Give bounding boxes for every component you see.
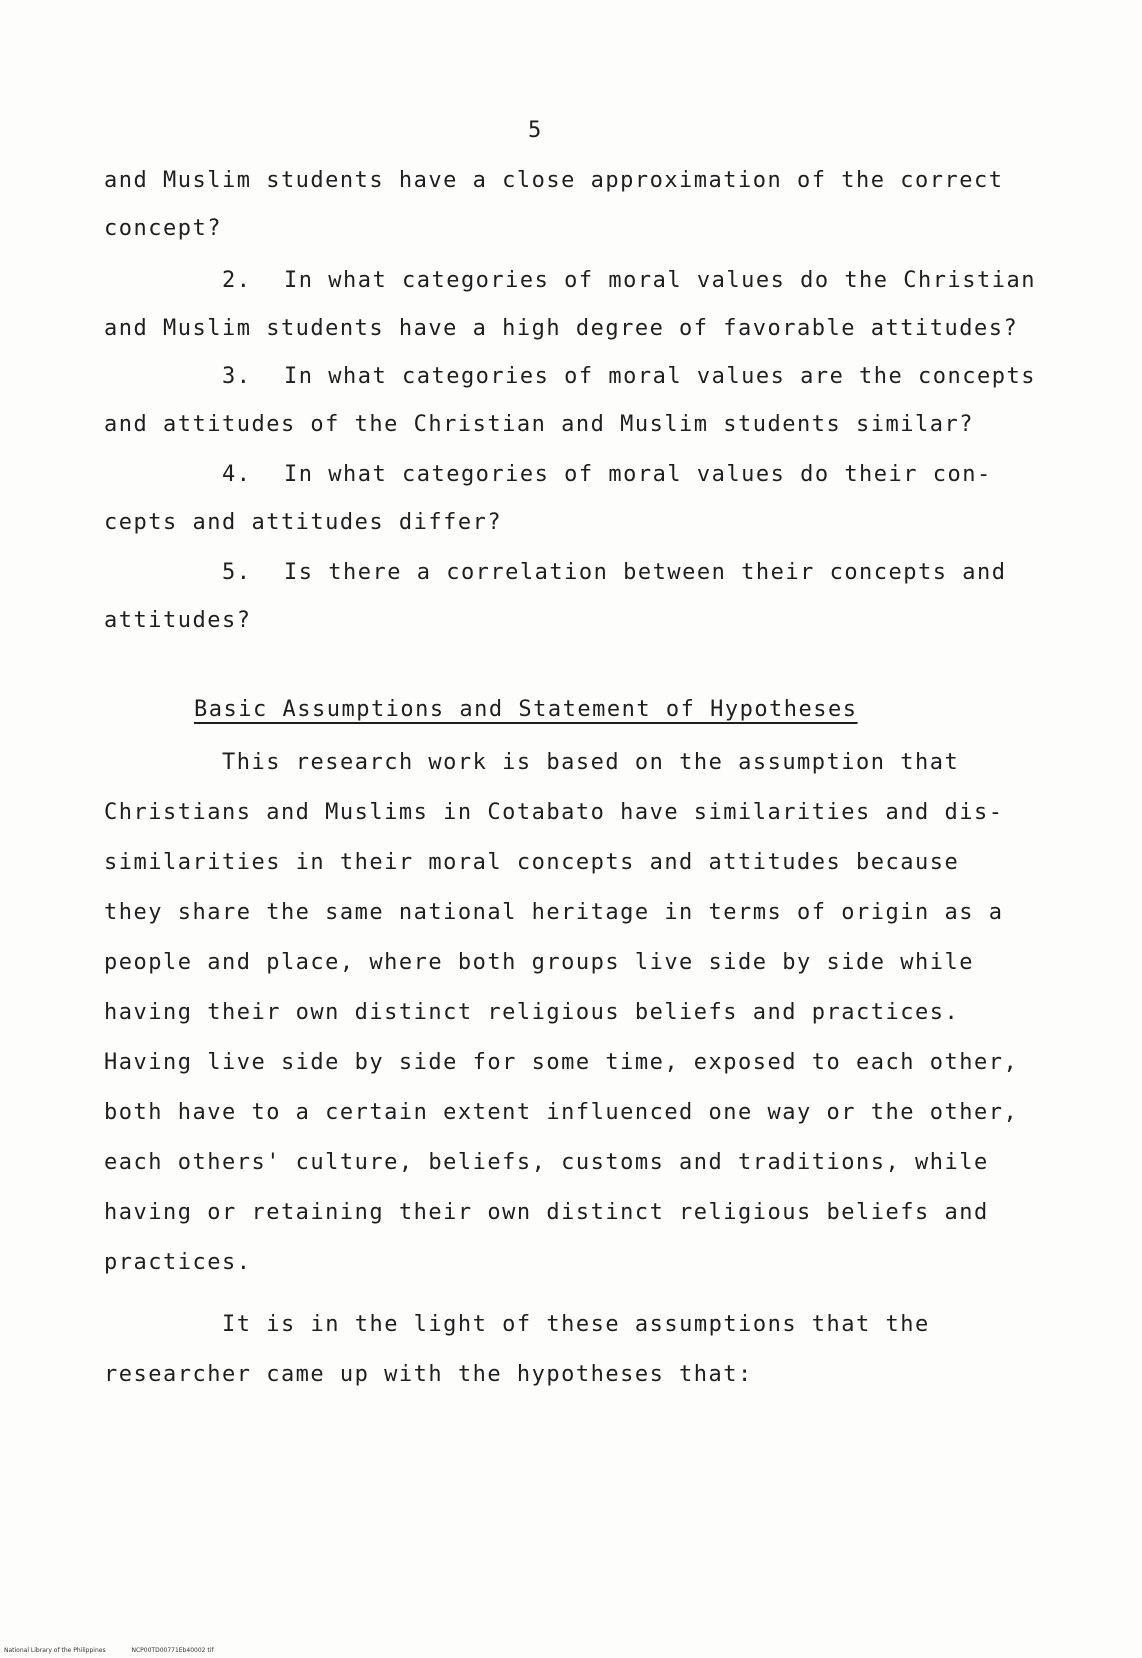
- question-5-line-2: attitudes?: [104, 608, 252, 633]
- question-1-continuation-line-2: concept?: [104, 216, 222, 241]
- paragraph-1-line-3: similarities in their moral concepts and attitudes because: [104, 850, 960, 875]
- paragraph-2-line-1: It is in the light of these assumptions that the: [222, 1312, 930, 1337]
- paragraph-1-line-1: This research work is based on the assumption that: [222, 750, 960, 775]
- paragraph-1-line-11: practices.: [104, 1250, 252, 1275]
- question-2-line-2: and Muslim students have a high degree of favorable attitudes?: [104, 316, 1019, 341]
- question-4-text: In what categories of moral values do their con-: [284, 462, 992, 487]
- question-3-line-1: [222, 364, 1036, 390]
- question-5-text: Is there a correlation between their concepts and: [284, 560, 1007, 585]
- question-3-number: 3.: [222, 364, 252, 389]
- question-4-line-1: [222, 462, 992, 488]
- scan-footer: [4, 1647, 238, 1654]
- question-1-continuation-line-1: and Muslim students have a close approximation of the correct: [104, 168, 1004, 193]
- footer-file-code: NCP00TD00771Eb40002 tif: [131, 1647, 214, 1654]
- question-2-number: 2.: [222, 268, 252, 293]
- paragraph-1-line-9: each others' culture, beliefs, customs and traditions, while: [104, 1150, 989, 1175]
- paragraph-1-line-10: having or retaining their own distinct religious beliefs and: [104, 1200, 989, 1225]
- page-number: 5: [528, 118, 542, 143]
- paragraph-1-line-7: Having live side by side for some time, exposed to each other,: [104, 1050, 1019, 1075]
- paragraph-1-line-4: they share the same national heritage in terms of origin as a: [104, 900, 1004, 925]
- question-2-text: In what categories of moral values do the Christian: [284, 268, 1037, 293]
- paragraph-1-line-5: people and place, where both groups live side by side while: [104, 950, 974, 975]
- section-heading: Basic Assumptions and Statement of Hypotheses: [194, 697, 858, 722]
- question-5-line-1: [222, 560, 1007, 586]
- paragraph-1-line-6: having their own distinct religious beliefs and practices.: [104, 1000, 960, 1025]
- question-4-number: 4.: [222, 462, 252, 487]
- question-4-line-2: cepts and attitudes differ?: [104, 510, 503, 535]
- paragraph-1-line-2: Christians and Muslims in Cotabato have similarities and dis-: [104, 800, 1004, 825]
- question-3-line-2: and attitudes of the Christian and Muslim students similar?: [104, 412, 974, 437]
- question-2-line-1: [222, 268, 1036, 294]
- paragraph-2-line-2: researcher came up with the hypotheses that:: [104, 1362, 753, 1387]
- paragraph-1-line-8: both have to a certain extent influenced one way or the other,: [104, 1100, 1019, 1125]
- footer-library-name: National Library of the Philippines: [4, 1647, 106, 1654]
- question-3-text: In what categories of moral values are the concepts: [284, 364, 1037, 389]
- question-5-number: 5.: [222, 560, 252, 585]
